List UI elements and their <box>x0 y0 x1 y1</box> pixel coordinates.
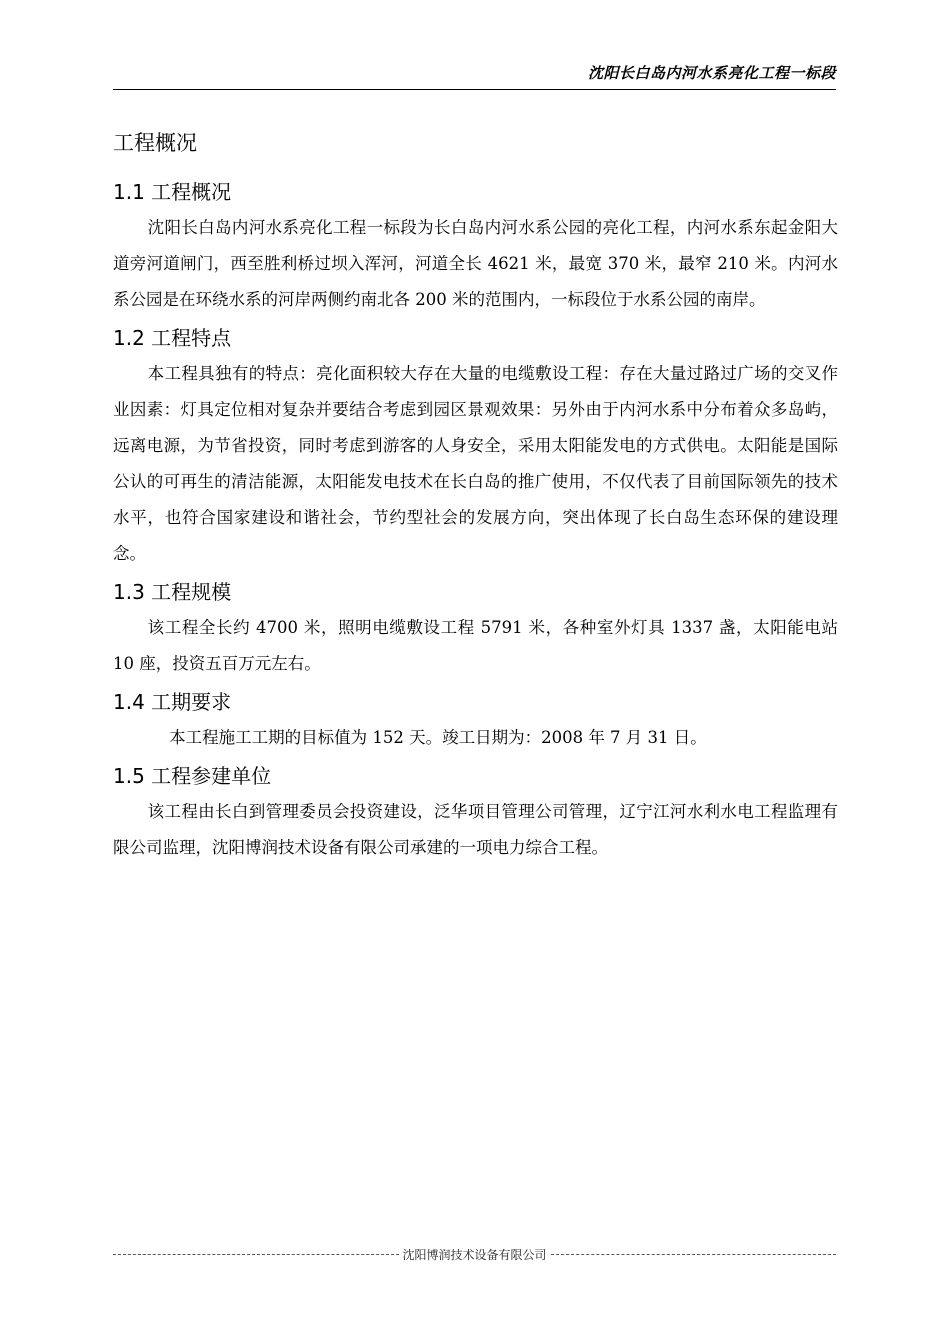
section-heading-1-1: 1.1 工程概况 <box>113 180 232 204</box>
chapter-title: 工程概况 <box>113 131 197 155</box>
section-paragraph-1-1: 沈阳长白岛内河水系亮化工程一标段为长白岛内河水系公园的亮化工程，内河水系东起金阳大道旁河道闸门，西至胜利桥过坝入浑河，河道全长 4621 米，最宽 370 米，最窄 210 米。内河水系公园是在环绕水系的河岸两侧约南北各 200 米的范围内，一标段位于水系公园的南岸。 <box>113 218 838 309</box>
section-heading-1-2: 1.2 工程特点 <box>113 326 232 350</box>
page-header-title: 沈阳长白岛内河水系亮化工程一标段 <box>587 64 836 82</box>
footer-dashed-rule-right <box>551 1254 837 1255</box>
section-heading-1-4: 1.4 工期要求 <box>113 690 232 714</box>
section-heading-1-3: 1.3 工程规模 <box>113 580 232 604</box>
document-body <box>113 118 838 868</box>
header-divider <box>113 89 836 90</box>
section-paragraph-1-2: 本工程具独有的特点：亮化面积较大存在大量的电缆敷设工程：存在大量过路过广场的交叉作业因素：灯具定位相对复杂并要结合考虑到园区景观效果：另外由于内河水系中分布着众多岛屿，远离电源，为节省投资，同时考虑到游客的人身安全，采用太阳能发电的方式供电。太阳能是国际公认的可再生的清洁能源，太阳能发电技术在长白岛的推广使用，不仅代表了目前国际领先的技术水平，也符合国家建设和谐社会，节约型社会的发展方向，突出体现了长白岛生态环保的建设理念。 <box>113 364 838 563</box>
page-footer <box>113 1246 836 1263</box>
footer-dashed-rule-left <box>113 1254 399 1255</box>
section-paragraph-1-3: 该工程全长约 4700 米，照明电缆敷设工程 5791 米，各种室外灯具 1337 盏，太阳能电站 10 座，投资五百万元左右。 <box>113 618 838 673</box>
section-paragraph-1-4: 本工程施工工期的目标值为 152 天。竣工日期为：2008 年 7 月 31 日。 <box>169 728 707 747</box>
section-heading-1-5: 1.5 工程参建单位 <box>113 764 272 788</box>
section-paragraph-1-5: 该工程由长白到管理委员会投资建设，泛华项目管理公司管理，辽宁江河水利水电工程监理有限公司监理，沈阳博润技术设备有限公司承建的一项电力综合工程。 <box>113 802 838 857</box>
footer-company-name: 沈阳博润技术设备有限公司 <box>402 1248 547 1262</box>
